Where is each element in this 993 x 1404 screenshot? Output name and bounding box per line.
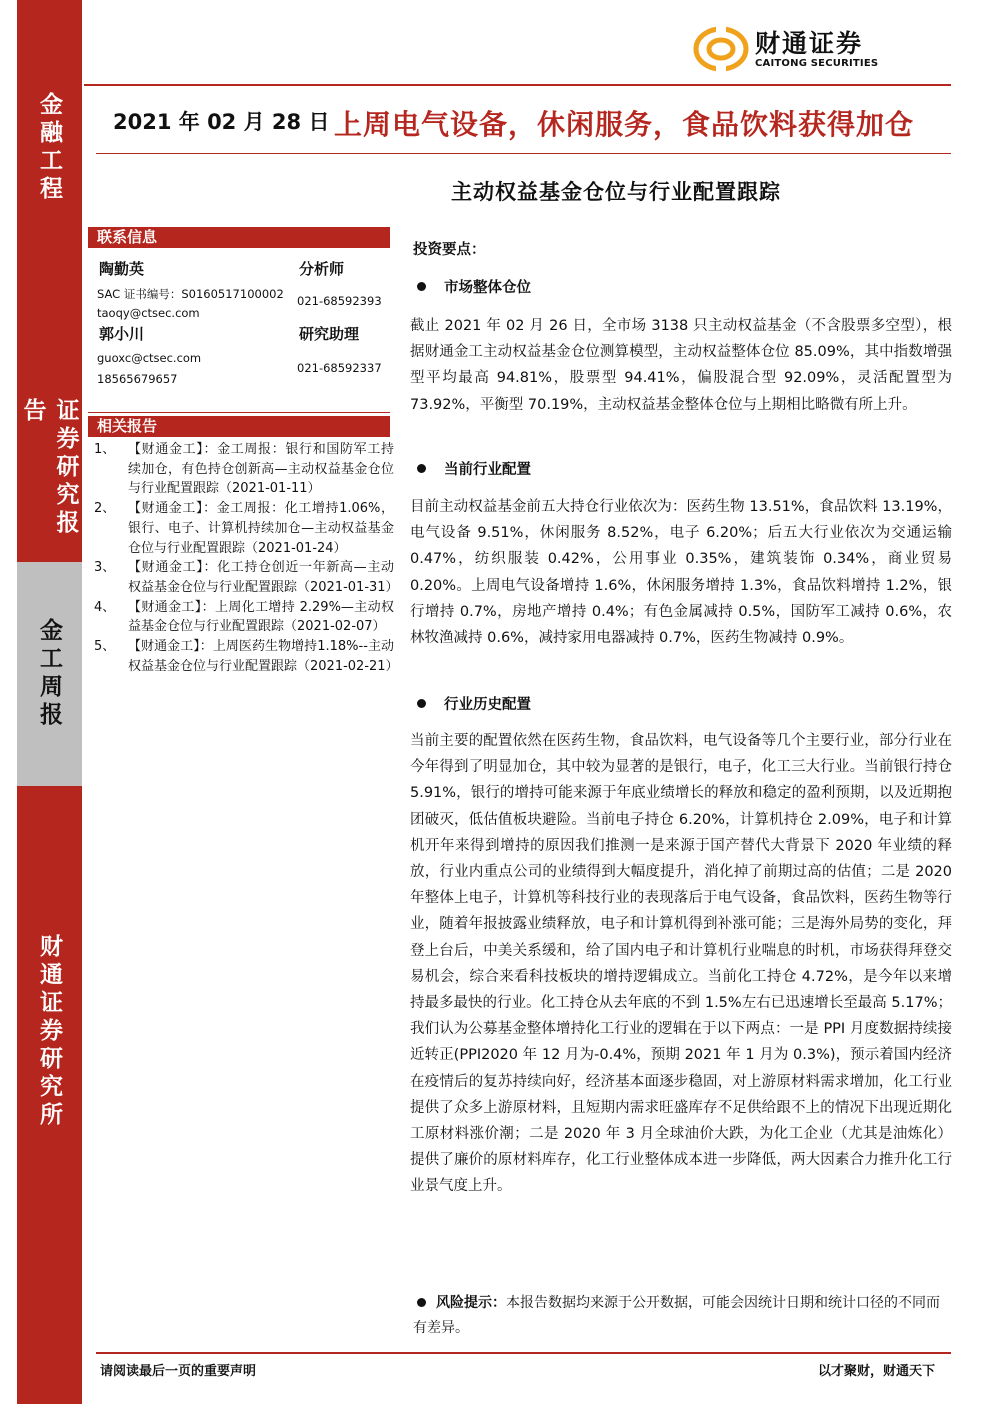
bullet-icon: [417, 699, 426, 708]
related-report-text: 【财通金工】：金工周报：化工增持1.06%，银行、电子、计算机持续加仓—主动权益基金仓位与行业配置跟踪（2021-01-24）: [128, 501, 394, 556]
footer-slogan: 以才聚财，财通天下: [817, 1364, 935, 1379]
sidebar-institute-label: 财通证券研究所: [36, 934, 63, 1130]
sidebar-institute-block: [17, 786, 82, 1404]
related-report-num: 2、: [94, 501, 116, 517]
risk-warning: [413, 1291, 953, 1341]
report-date: 2021 年 02 月 28 日: [113, 110, 330, 134]
header-rule: [84, 84, 951, 86]
related-report-text: 【财通金工】：化工持仓创近一年新高—主动权益基金仓位与行业配置跟踪（2021-01-31）: [128, 560, 399, 595]
sidebar-series-block: [17, 362, 82, 562]
bullet-icon: [417, 1298, 426, 1307]
sidebar-series-label: 证券研究报告: [19, 398, 80, 538]
analyst-phone: 021-68592393: [297, 294, 382, 308]
related-report-num: 5、: [94, 639, 116, 655]
related-report-item[interactable]: [88, 558, 399, 597]
analyst-email[interactable]: taoqy@ctsec.com: [97, 306, 200, 320]
assistant-name: 郭小川: [99, 325, 145, 343]
report-subtitle: 主动权益基金仓位与行业配置跟踪: [451, 180, 781, 204]
section-title: 当前行业配置: [444, 462, 531, 478]
risk-text: 本报告数据均来源于公开数据，可能会因统计日期和统计口径的不同而有差异。: [413, 1295, 940, 1336]
related-report-text: 【财通金工】：上周医药生物增持1.18%--主动权益基金仓位与行业配置跟踪（2021-02-21）: [128, 639, 399, 674]
footer-disclaimer: 请阅读最后一页的重要声明: [100, 1364, 257, 1379]
related-heading: 相关报告: [88, 416, 390, 437]
footer-rule: [96, 1352, 951, 1354]
related-report-item[interactable]: [88, 637, 399, 676]
contact-heading: 联系信息: [88, 227, 390, 248]
analyst-role: 分析师: [299, 260, 345, 278]
related-report-text: 【财通金工】：金工周报：银行和国防军工持续加仓，有色持仓创新高—主动权益基金仓位与行业配置跟踪（2021-01-11）: [128, 442, 394, 497]
related-report-num: 1、: [94, 442, 116, 457]
assistant-mobile: 18565679657: [97, 372, 178, 386]
section-history-heading: [413, 693, 531, 714]
sidebar-dept-label: 金融工程: [36, 92, 63, 204]
section-history-text: 当前主要的配置依然在医药生物，食品饮料，电气设备等几个主要行业，部分行业在今年得到了明显加仓，其中较为显著的是银行，电子，化工三大行业。当前银行持仓 5.91%，银行的增持可能来源于年底业绩增长的释放和稳定的盈利预期，以及近期抱团破灭，低估值板块避险。当前电子持仓 6.20%，计算机持仓 2.09%，电子和计算机开年来得到增持的原因我们推测一是来源于国产替代大背景下 2020 年业绩的释放，行业内重点公司的业绩得到大幅度提升，消化掉了前期过高的估值；二是 2020 年整体上电子，计算机等科技行业的表现落后于电气设备，食品饮料，医药生物等行业，随着年报披露业绩释放，电子和计算机得到补涨可能；三是海外局势的变化，拜登上台后，中美关系缓和，给了国内电子和计算机行业喘息的时机，市场获得拜登交易机会，综合来看科技板块的增持逻辑成立。当前化工持仓 4.72%，是今年以来增持最多最快的行业。化工持仓从去年底的不到 1.5%左右已迅速增长至最高 5.17%；我们认为公募基金整体增持化工行业的逻辑在于以下两点：一是 PPI 月度数据持续接近转正(PPI2020 年 12 月为-0.4%，预期 2021 年 1 月为 0.3%)，预示着国内经济在疫情后的复苏持续向好，经济基本面逐步稳固，对上游原材料需求增加，化工行业提供了众多上游原材料，且短期内需求旺盛库存不足供给跟不上的情况下出现近期化工原材料涨价潮；二是 2020 年 3 月全球油价大跌，为化工企业（尤其是油炼化）提供了廉价的原材料库存，化工行业整体成本进一步降低，两大因素合力推升化工行业景气度上升。: [410, 733, 952, 1195]
sidebar-type-block: [17, 562, 82, 786]
invest-highlights-title: 投资要点：: [413, 242, 486, 258]
related-report-num: 4、: [94, 599, 116, 615]
contact-rule: [88, 412, 390, 413]
section-market-position-text: 截止 2021 年 02 月 26 日，全市场 3138 只主动权益基金（不含股票多空型），根据财通金工主动权益基金仓位测算模型，主动权益整体仓位 85.09%，其中指数增强型平均最高 94.81%，股票型 94.41%，偏股混合型 92.09%，灵活配置型为 73.92%，平衡型 70.19%，主动权益基金整体仓位与上期相比略微有所上升。: [410, 318, 952, 413]
title-rule: [96, 153, 951, 154]
caitong-logo-icon: [693, 26, 749, 72]
sidebar-dept-block: [17, 0, 82, 362]
risk-label: 风险提示：: [436, 1295, 506, 1311]
bullet-icon: [417, 282, 426, 291]
related-report-text: 【财通金工】：上周化工增持 2.29%—主动权益基金仓位与行业配置跟踪（2021-02-07）: [128, 599, 394, 635]
assistant-email[interactable]: guoxc@ctsec.com: [97, 351, 202, 365]
section-title: 行业历史配置: [444, 697, 531, 713]
related-report-item[interactable]: [88, 598, 394, 637]
related-report-num: 3、: [94, 560, 116, 576]
related-report-item[interactable]: [88, 440, 394, 499]
section-market-position-heading: [413, 276, 531, 297]
related-report-item[interactable]: [88, 499, 394, 558]
section-industry-allocation-heading: [413, 458, 531, 479]
logo-english-name: CAITONG SECURITIES: [755, 57, 879, 69]
assistant-phone: 021-68592337: [297, 361, 382, 375]
section-industry-allocation-text: 目前主动权益基金前五大持仓行业依次为：医药生物 13.51%，食品饮料 13.19%，电气设备 9.51%，休闲服务 8.52%，电子 6.20%；后五大行业依次为交通运输 0.47%，纺织服装 0.42%，公用事业 0.35%，建筑装饰 0.34%，商业贸易 0.20%。上周电气设备增持 1.6%，休闲服务增持 1.3%，食品饮料增持 1.2%，银行增持 0.7%，房地产增持 0.4%；有色金属减持 0.5%，国防军工减持 0.6%，农林牧渔减持 0.6%，减持家用电器减持 0.7%，医药生物减持 0.9%。: [410, 499, 952, 647]
report-title: 上周电气设备，休闲服务，食品饮料获得加仓: [334, 108, 915, 141]
company-logo: [693, 26, 878, 72]
analyst-sac: SAC 证书编号：S0160517100002: [97, 287, 284, 301]
logo-chinese-name: 财通证券: [755, 28, 864, 58]
assistant-role: 研究助理: [299, 325, 360, 343]
analyst-name: 陶勤英: [99, 260, 145, 278]
related-report-list: [88, 440, 399, 676]
bullet-icon: [417, 464, 426, 473]
sidebar-type-label: 金工周报: [36, 618, 63, 730]
section-title: 市场整体仓位: [444, 280, 531, 296]
